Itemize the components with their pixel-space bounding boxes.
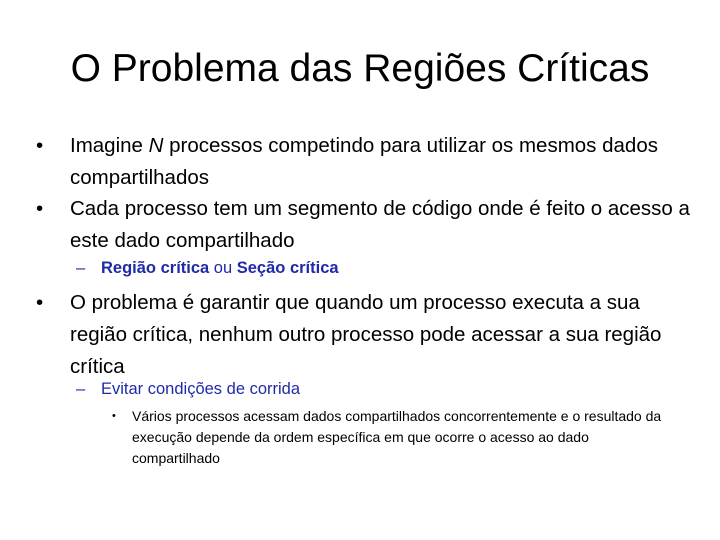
slide-title: O Problema das Regiões Críticas	[70, 47, 650, 90]
bullet-icon: •	[112, 410, 116, 422]
dash-icon: –	[76, 380, 86, 398]
bullet-item	[36, 193, 696, 257]
sub-bullet-item	[76, 378, 696, 400]
sub-sub-bullet-item	[112, 406, 672, 469]
bullet-icon: •	[36, 197, 44, 220]
sub-bullet-text	[101, 257, 696, 279]
term-connector: ou	[209, 259, 237, 277]
dash-icon: –	[76, 259, 86, 277]
bullet-text: Cada processo tem um segmento de código onde é feito o acesso a este dado compartilhado	[70, 197, 690, 252]
sub-bullet-item	[76, 257, 696, 279]
sub-bullet-text: Evitar condições de corrida	[101, 380, 301, 398]
bullet-item	[36, 130, 696, 194]
bullet-text-start: Imagine	[70, 134, 149, 157]
sub-sub-bullet-text: Vários processos acessam dados compartilhados concorrentemente e o resultado da execução depende da ordem específica em que ocorre o acesso ao dado compartilhado	[132, 408, 662, 466]
bullet-icon: •	[36, 134, 44, 157]
bullet-text	[70, 130, 696, 194]
bullet-item	[36, 287, 696, 383]
bullet-text: O problema é garantir que quando um processo executa a sua região crítica, nenhum outro processo pode acessar a sua região crítica	[70, 291, 662, 378]
bullet-text-end: processos competindo para utilizar os mesmos dados compartilhados	[70, 134, 658, 189]
bullet-icon: •	[36, 291, 44, 314]
term-secao-critica: Seção crítica	[236, 259, 339, 277]
bullet-text-italic-n: N	[148, 134, 164, 157]
term-regiao-critica: Região crítica	[101, 259, 210, 277]
